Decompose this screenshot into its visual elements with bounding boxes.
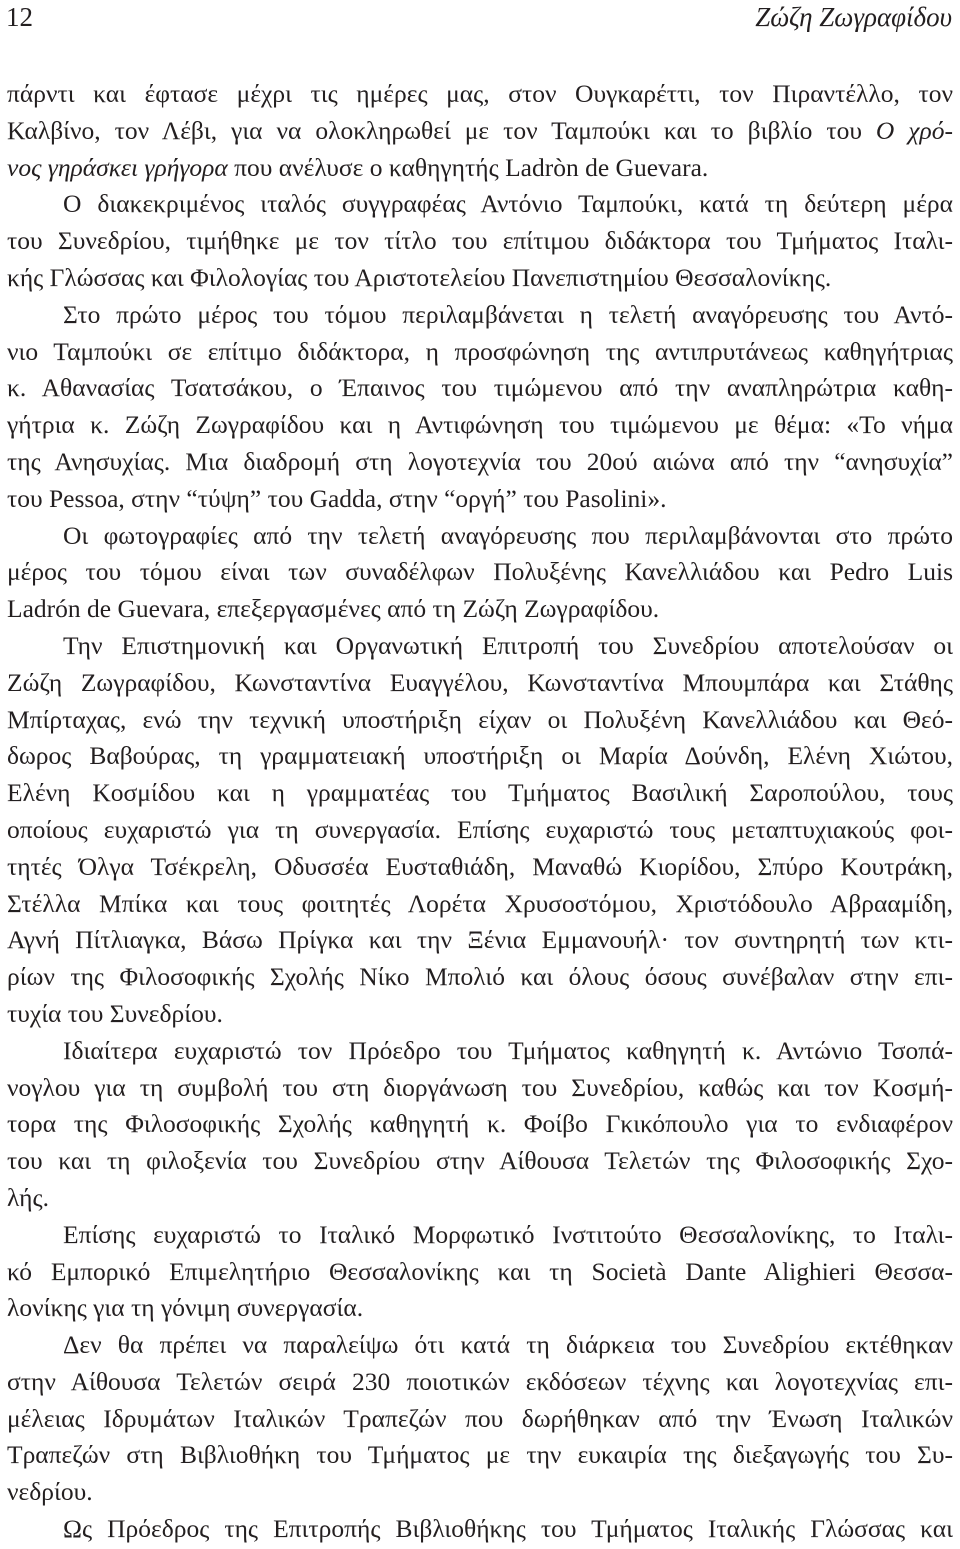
- text-line: κό Εμπορικό Επιμελητήριο Θεσσαλονίκης και τη Società Dante Alighieri Θεσσα-: [7, 1256, 953, 1286]
- text-line: του και τη φιλοξενία του Συνεδρίου στην Αίθουσα Τελετών της Φιλοσοφικής Σχο-: [7, 1146, 953, 1176]
- text-line: νογλου για τη συμβολή του στη διοργάνωση του Συνεδρίου, καθώς και τον Κοσμή-: [7, 1072, 953, 1102]
- text-line: πάρντι και έφτασε μέχρι τις ημέρες μας, στον Ουγκαρέττι, τον Πιραντέλλο, τον: [7, 79, 953, 108]
- text-line: Ως Πρόεδρος της Επιτροπής Βιβλιοθήκης του Τμήματος Ιταλικής Γλώσσας και: [63, 1514, 953, 1544]
- text-line: γήτρια κ. Ζώζη Ζωγραφίδου και η Αντιφώνηση του τιμώμενου με θέμα: «Το νήμα: [7, 410, 953, 440]
- text-line: Δεν θα πρέπει να παραλείψω ότι κατά τη διάρκεια του Συνεδρίου εκτέθηκαν: [63, 1330, 953, 1360]
- text-line: Μπίρταχας, ενώ την τεχνική υποστήριξη είχαν οι Πολυξένη Κανελλιάδου και Θεό-: [7, 704, 953, 734]
- text-line: Στο πρώτο μέρος του τόμου περιλαμβάνεται η τελετή αναγόρευσης του Αντό-: [63, 299, 953, 329]
- text-line: Αγνή Πίτλιαγκα, Βάσω Πρίγκα και την Ξένια Εμμανουήλ· τον συντηρητή των κτι-: [7, 925, 953, 955]
- text-line: Ο διακεκριμένος ιταλός συγγραφέας Αντόνιο Ταμπούκι, κατά τη δεύτερη μέρα: [63, 189, 953, 219]
- book-title-italic: Ο χρό-: [875, 115, 953, 145]
- text-line: Στέλλα Μπίκα και τους φοιτητές Λορέτα Χρυσοστόμου, Χριστόδουλο Αβρααμίδη,: [7, 888, 953, 918]
- body-text: [7, 76, 953, 1548]
- text-line: Τραπεζών στη Βιβλιοθήκη του Τμήματος με την ευκαιρία της διεξαγωγής του Συ-: [7, 1440, 953, 1470]
- page-number: 12: [6, 2, 33, 32]
- text-line: τορα της Φιλοσοφικής Σχολής καθηγητή κ. Φοίβο Γκικόπουλο για το ενδιαφέρον: [7, 1109, 953, 1139]
- book-title-italic: νος γηράσκει γρήγορα: [7, 152, 228, 182]
- text-line: κής Γλώσσας και Φιλολογίας του Αριστοτελείου Πανεπιστημίου Θεσσαλονίκης.: [7, 262, 832, 292]
- text-line: Ladrón de Guevara, επεξεργασμένες από τη Ζώζη Ζωγραφίδου.: [7, 594, 660, 624]
- text-line: νεδρίου.: [7, 1477, 93, 1507]
- text-line: στην Αίθουσα Τελετών σειρά 230 ποιοτικών εκδόσεων τέχνης και λογοτεχνίας επι-: [7, 1366, 953, 1396]
- text-line: κ. Αθανασίας Τσατσάκου, ο Έπαινος του τιμώμενου από την αναπληρώτρια καθη-: [7, 373, 953, 403]
- text-line: λονίκης για τη γόνιμη συνεργασία.: [7, 1293, 364, 1323]
- text-line: Ζώζη Ζωγραφίδου, Κωνσταντίνα Ευαγγέλου, Κωνσταντίνα Μπουμπάρα και Στάθης: [7, 667, 953, 697]
- text-line: της Ανησυχίας. Μια διαδρομή στη λογοτεχνία του 20ού αιώνα από την “ανησυχία”: [7, 446, 953, 476]
- text-line: νος γηράσκει γρήγορα που ανέλυσε ο καθηγητής Ladròn de Guevara.: [7, 152, 709, 182]
- page-header: [0, 0, 960, 34]
- text-line: λής.: [7, 1182, 49, 1212]
- text-line: οποίους ευχαριστώ για τη συνεργασία. Επίσης ευχαριστώ τους μεταπτυχιακούς φοι-: [7, 814, 953, 844]
- text-line: Καλβίνο, τον Λέβι, για να ολοκληρωθεί με τον Ταμπούκι και το βιβλίο του Ο χρό-: [7, 115, 953, 145]
- text-line: τυχία του Συνεδρίου.: [7, 998, 223, 1028]
- text-line: Την Επιστημονική και Οργανωτική Επιτροπή του Συνεδρίου αποτελούσαν οι: [63, 630, 953, 660]
- text-line: του Pessoa, στην “τύψη” του Gadda, στην “οργή” του Pasolini».: [7, 483, 667, 513]
- text-line: του Συνεδρίου, τιμήθηκε με τον τίτλο του επίτιμου διδάκτορα του Τμήματος Ιταλι-: [7, 226, 953, 256]
- running-head: Ζώζη Ζωγραφίδου: [755, 2, 952, 32]
- text-line: μέρος του τόμου είναι των συναδέλφων Πολυξένης Κανελλιάδου και Pedro Luis: [7, 557, 953, 587]
- text-line: μέλειας Ιδρυμάτων Ιταλικών Τραπεζών που δωρήθηκαν από την Ένωση Ιταλικών: [7, 1403, 953, 1433]
- text-line: Ιδιαίτερα ευχαριστώ τον Πρόεδρο του Τμήματος καθηγητή κ. Αντώνιο Τσοπά-: [63, 1035, 953, 1065]
- text-line: ρίων της Φιλοσοφικής Σχολής Νίκο Μπολιό και όλους όσους συνέβαλαν στην επι-: [7, 962, 953, 992]
- text-line: τητές Όλγα Τσέκρελη, Οδυσσέα Ευσταθιάδη, Μαναθώ Κιορίδου, Σπύρο Κουτράκη,: [7, 851, 953, 881]
- text-line: Οι φωτογραφίες από την τελετή αναγόρευσης που περιλαμβάνονται στο πρώτο: [63, 520, 953, 550]
- text-line: δωρος Βαβούρας, τη γραμματειακή υποστήριξη οι Μαρία Δούνδη, Ελένη Χιώτου,: [7, 741, 953, 771]
- text-line: Ελένη Κοσμίδου και η γραμματέας του Τμήματος Βασιλική Σαροπούλου, τους: [7, 778, 953, 808]
- text-line: νιο Ταμπούκι σε επίτιμο διδάκτορα, η προσφώνηση της αντιπρυτάνεως καθηγήτριας: [7, 336, 953, 366]
- text-line: Επίσης ευχαριστώ το Ιταλικό Μορφωτικό Ινστιτούτο Θεσσαλονίκης, το Ιταλι-: [63, 1219, 953, 1249]
